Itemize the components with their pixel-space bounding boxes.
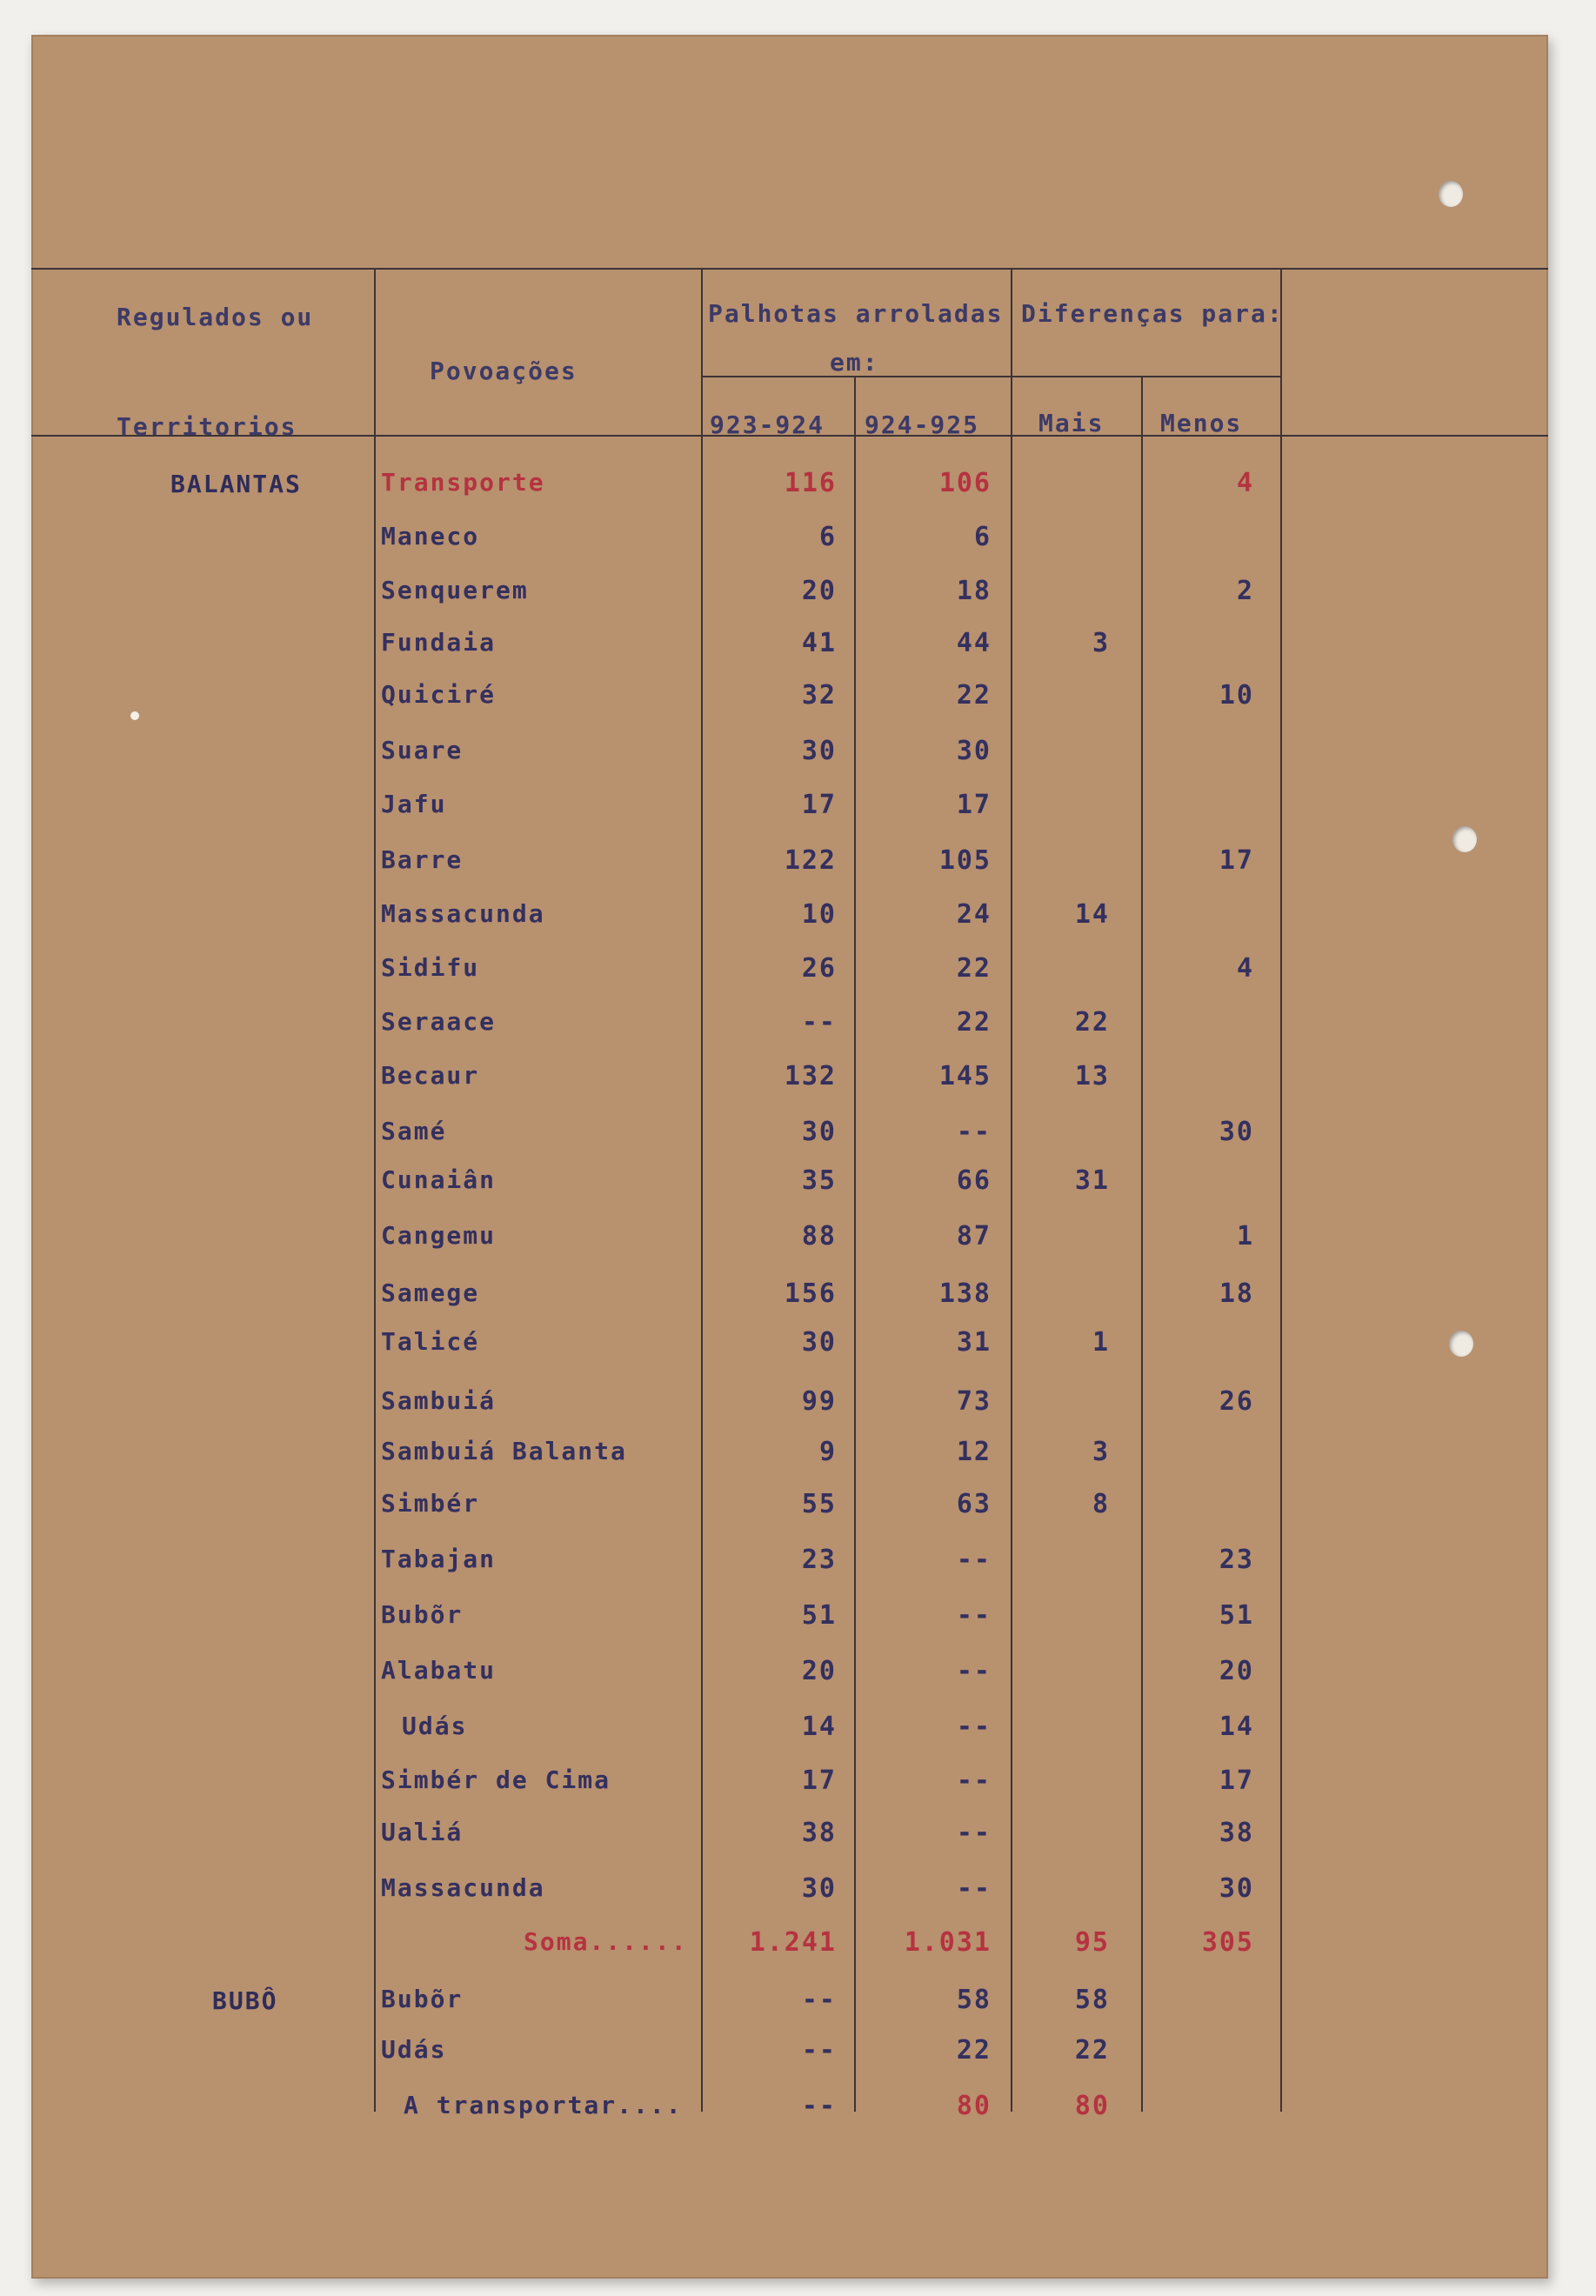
- row-mais: 58: [1074, 1985, 1110, 2015]
- row-menos: 1: [1236, 1221, 1254, 1251]
- row-povoacao: Talicé: [381, 1327, 480, 1356]
- header-em: em:: [830, 348, 879, 377]
- row-924-925: 145: [938, 1061, 992, 1091]
- table-row: [0, 522, 1596, 557]
- punch-hole: [1439, 181, 1463, 207]
- row-923-924: 38: [801, 1818, 837, 1848]
- row-povoacao: Udás: [402, 1712, 468, 1740]
- row-povoacao: Quiciré: [381, 680, 497, 709]
- row-924-925: 6: [973, 522, 992, 552]
- row-povoacao: Senquerem: [381, 576, 529, 604]
- table-row: [0, 1386, 1596, 1421]
- row-924-925: 12: [956, 1437, 992, 1467]
- row-923-924: 156: [784, 1278, 837, 1309]
- region-bubo: BUBÔ: [212, 1986, 278, 2015]
- row-povoacao: Massacunda: [381, 1873, 545, 1902]
- row-923-924: 17: [801, 790, 837, 820]
- row-924-925: --: [956, 1873, 992, 1904]
- row-soma-label: Soma......: [524, 1927, 688, 1956]
- row-menos: 2: [1236, 576, 1254, 606]
- row-povoacao: Samege: [381, 1278, 480, 1307]
- row-povoacao: Becaur: [381, 1061, 480, 1090]
- row-mais: 22: [1074, 2035, 1110, 2066]
- header-diferencas: Diferenças para:: [1021, 299, 1284, 328]
- row-povoacao: Simbér de Cima: [381, 1765, 611, 1794]
- table-row: [0, 1600, 1596, 1635]
- row-menos: 26: [1219, 1386, 1254, 1417]
- row-923-924: 6: [818, 522, 837, 552]
- header-povoacoes: Povoações: [430, 357, 578, 385]
- row-924-925: --: [956, 1712, 992, 1742]
- table-row: [0, 628, 1596, 663]
- row-povoacao: Massacunda: [381, 899, 545, 928]
- row-mais: 1: [1092, 1327, 1110, 1358]
- row-924-925: --: [956, 1656, 992, 1686]
- row-povoacao: Fundaia: [381, 628, 497, 657]
- region-balantas: BALANTAS: [170, 470, 302, 498]
- table-row: [0, 1765, 1596, 1800]
- table-row: [0, 953, 1596, 988]
- table-row: [0, 1489, 1596, 1524]
- table-row: [0, 790, 1596, 824]
- row-mais: 8: [1092, 1489, 1110, 1519]
- row-povoacao: Jafu: [381, 790, 447, 818]
- table-row: [0, 1656, 1596, 1691]
- row-923-924: 55: [801, 1489, 837, 1519]
- row-mais: 3: [1092, 628, 1110, 658]
- row-povoacao: Alabatu: [381, 1656, 497, 1685]
- row-923-924: 26: [801, 953, 837, 984]
- row-povoacao: Samé: [381, 1117, 447, 1145]
- row-924-925: 22: [956, 2035, 992, 2066]
- row-923-924: 1.241: [749, 1927, 837, 1958]
- row-924-925: 30: [956, 736, 992, 766]
- table-row-total: [0, 1927, 1596, 1962]
- row-923-924: 17: [801, 1765, 837, 1796]
- row-povoacao: Bubõr: [381, 1985, 464, 2013]
- row-924-925: 1.031: [904, 1927, 992, 1958]
- row-menos: 20: [1219, 1656, 1254, 1686]
- row-923-924: 30: [801, 1873, 837, 1904]
- table-row: [0, 1278, 1596, 1313]
- table-row: [0, 899, 1596, 934]
- table-row-carry: [0, 2091, 1596, 2126]
- row-povoacao: Udás: [381, 2035, 447, 2064]
- table-row: [0, 1712, 1596, 1746]
- row-menos: 51: [1219, 1600, 1254, 1631]
- table-row: [0, 1985, 1596, 2019]
- table-top-rule: [31, 268, 1548, 270]
- table-row: [0, 736, 1596, 771]
- row-923-924: 23: [801, 1545, 837, 1575]
- row-924-925: 44: [956, 628, 992, 658]
- row-menos: 4: [1236, 953, 1254, 984]
- row-povoacao: Maneco: [381, 522, 480, 551]
- row-923-924: 122: [784, 845, 837, 876]
- row-924-925: --: [956, 1117, 992, 1147]
- row-924-925: 17: [956, 790, 992, 820]
- row-povoacao: Sambuiá: [381, 1386, 497, 1415]
- table-row: [0, 1327, 1596, 1362]
- row-mais: 95: [1074, 1927, 1110, 1958]
- row-menos: 4: [1236, 468, 1254, 498]
- row-924-925: 22: [956, 680, 992, 711]
- row-924-925: 22: [956, 1007, 992, 1038]
- table-row: [0, 1007, 1596, 1042]
- table-row: [0, 1165, 1596, 1200]
- header-territorios: Territorios: [117, 412, 297, 441]
- row-923-924: 51: [801, 1600, 837, 1631]
- row-923-924: --: [801, 1985, 837, 2015]
- row-mais: 3: [1092, 1437, 1110, 1467]
- row-924-925: 73: [956, 1386, 992, 1417]
- row-923-924: 20: [801, 576, 837, 606]
- row-povoacao: Simbér: [381, 1489, 480, 1518]
- row-924-925: 22: [956, 953, 992, 984]
- row-924-925: 106: [938, 468, 992, 498]
- header-year-924-925: 924-925: [865, 410, 980, 439]
- row-povoacao: Transporte: [381, 468, 545, 497]
- row-povoacao: Bubõr: [381, 1600, 464, 1629]
- row-923-924: 14: [801, 1712, 837, 1742]
- row-menos: 10: [1219, 680, 1254, 711]
- row-menos: 17: [1219, 845, 1254, 876]
- row-mais: 80: [1074, 2091, 1110, 2121]
- row-menos: 23: [1219, 1545, 1254, 1575]
- row-menos: 14: [1219, 1712, 1254, 1742]
- row-924-925: 66: [956, 1165, 992, 1196]
- table-row: [0, 1221, 1596, 1256]
- row-transportar-label: A transportar....: [404, 2091, 683, 2119]
- row-menos: 38: [1219, 1818, 1254, 1848]
- row-povoacao: Barre: [381, 845, 464, 874]
- header-year-923-924: 923-924: [710, 410, 825, 439]
- table-row: [0, 845, 1596, 880]
- table-row: [0, 1061, 1596, 1096]
- row-924-925: 58: [956, 1985, 992, 2015]
- row-923-924: 99: [801, 1386, 837, 1417]
- row-923-924: 116: [784, 468, 837, 498]
- row-povoacao: Cangemu: [381, 1221, 497, 1250]
- header-regulados: Regulados ou: [117, 303, 314, 331]
- row-povoacao: Sambuiá Balanta: [381, 1437, 627, 1465]
- row-924-925: --: [956, 1765, 992, 1796]
- row-924-925: 31: [956, 1327, 992, 1358]
- row-menos: 305: [1201, 1927, 1254, 1958]
- row-924-925: 24: [956, 899, 992, 930]
- table-row: [0, 1117, 1596, 1151]
- row-povoacao: Ualiá: [381, 1818, 464, 1846]
- row-923-924: --: [801, 2091, 837, 2121]
- row-mais: 22: [1074, 1007, 1110, 1038]
- row-923-924: --: [801, 1007, 837, 1038]
- row-924-925: 87: [956, 1221, 992, 1251]
- row-924-925: --: [956, 1818, 992, 1848]
- row-mais: 31: [1074, 1165, 1110, 1196]
- table-row: [0, 1873, 1596, 1908]
- row-mais: 13: [1074, 1061, 1110, 1091]
- row-923-924: 9: [818, 1437, 837, 1467]
- table-row: [0, 1437, 1596, 1472]
- row-menos: 30: [1219, 1117, 1254, 1147]
- row-menos: 18: [1219, 1278, 1254, 1309]
- row-povoacao: Sidifu: [381, 953, 480, 982]
- row-menos: 30: [1219, 1873, 1254, 1904]
- table-row: [0, 1818, 1596, 1852]
- row-924-925: 138: [938, 1278, 992, 1309]
- row-924-925: 105: [938, 845, 992, 876]
- table-row: [0, 468, 1596, 503]
- row-923-924: 30: [801, 736, 837, 766]
- row-923-924: 35: [801, 1165, 837, 1196]
- row-923-924: 20: [801, 1656, 837, 1686]
- subheader-rule: [701, 376, 1282, 377]
- table-row: [0, 1545, 1596, 1579]
- row-povoacao: Tabajan: [381, 1545, 497, 1573]
- table-row: [0, 576, 1596, 611]
- header-mais: Mais: [1038, 409, 1105, 437]
- row-povoacao: Seraace: [381, 1007, 497, 1036]
- row-924-925: 18: [956, 576, 992, 606]
- row-923-924: 30: [801, 1327, 837, 1358]
- header-palhotas: Palhotas arroladas: [708, 299, 1004, 328]
- row-povoacao: Cunaiân: [381, 1165, 497, 1194]
- row-923-924: 32: [801, 680, 837, 711]
- row-923-924: 88: [801, 1221, 837, 1251]
- row-mais: 14: [1074, 899, 1110, 930]
- row-924-925: --: [956, 1600, 992, 1631]
- row-923-924: --: [801, 2035, 837, 2066]
- table-row: [0, 680, 1596, 715]
- row-924-925: 80: [956, 2091, 992, 2121]
- row-923-924: 30: [801, 1117, 837, 1147]
- row-923-924: 41: [801, 628, 837, 658]
- row-povoacao: Suare: [381, 736, 464, 764]
- row-menos: 17: [1219, 1765, 1254, 1796]
- row-924-925: 63: [956, 1489, 992, 1519]
- table-row: [0, 2035, 1596, 2070]
- row-923-924: 132: [784, 1061, 837, 1091]
- row-923-924: 10: [801, 899, 837, 930]
- row-924-925: --: [956, 1545, 992, 1575]
- header-menos: Menos: [1160, 409, 1243, 437]
